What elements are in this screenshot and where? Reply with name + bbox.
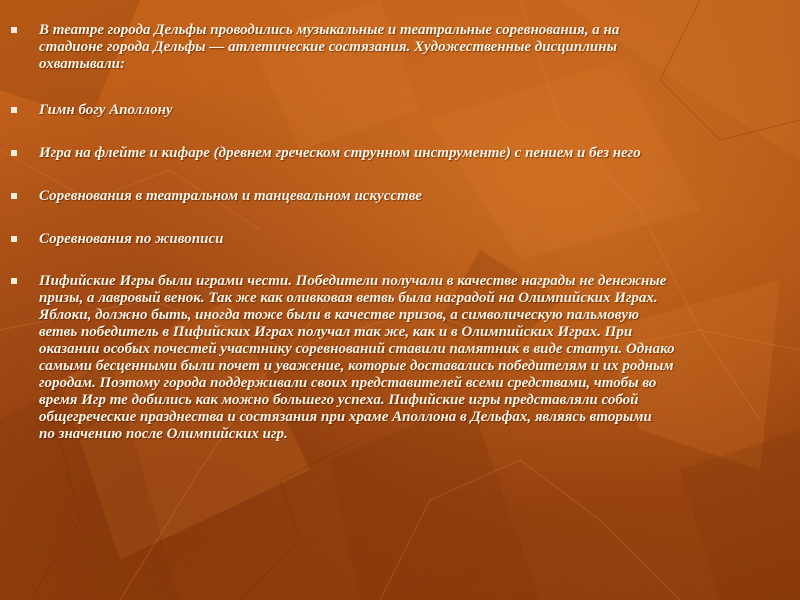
square-bullet-icon: [11, 150, 17, 156]
square-bullet-icon: [11, 278, 17, 284]
bullet-text: Соревнования в театральном и танцевальном искусстве: [39, 188, 422, 204]
square-bullet-icon: [11, 107, 17, 113]
bullet-text: Пифийские Игры были играми чести. Победители получали в качестве награды не денежные призы, а лавровый венок. Так же как оливковая ветвь была наградой на Олимпийских Играх. Яблоки, должно быть, иногда тоже были в качестве призов, а символическую пальмовую ветвь победитель в Пифийских Играх получал так же, как и в Олимпийских Играх. При оказании особых почестей участнику соревнований ставили памятник в виде статуи. Однако самыми бесценными были почет и уважение, которые доставались победителям и их родным городам. Поэтому города поддерживали своих представителей всеми средствами, чтобы во время Игр те добились как можно большего успеха. Пифийские игры представляли собой общегреческие празднества и состязания при храме Аполлона в Дельфах, являясь вторыми по значению после Олимпийских игр.: [39, 273, 675, 442]
bullet-text: Соревнования по живописи: [39, 231, 224, 247]
bullet-text: Гимн богу Аполлону: [39, 102, 173, 118]
square-bullet-icon: [11, 27, 17, 33]
bullet-text: Игра на флейте и кифаре (древнем греческом струнном инструменте) с пением и без него: [39, 145, 641, 161]
bullet-text: В театре города Дельфы проводились музыкальные и театральные соревнования, а на стадионе города Дельфы — атлетические состязания. Художественные дисциплины охватывали:: [39, 22, 620, 72]
square-bullet-icon: [11, 193, 17, 199]
square-bullet-icon: [11, 236, 17, 242]
